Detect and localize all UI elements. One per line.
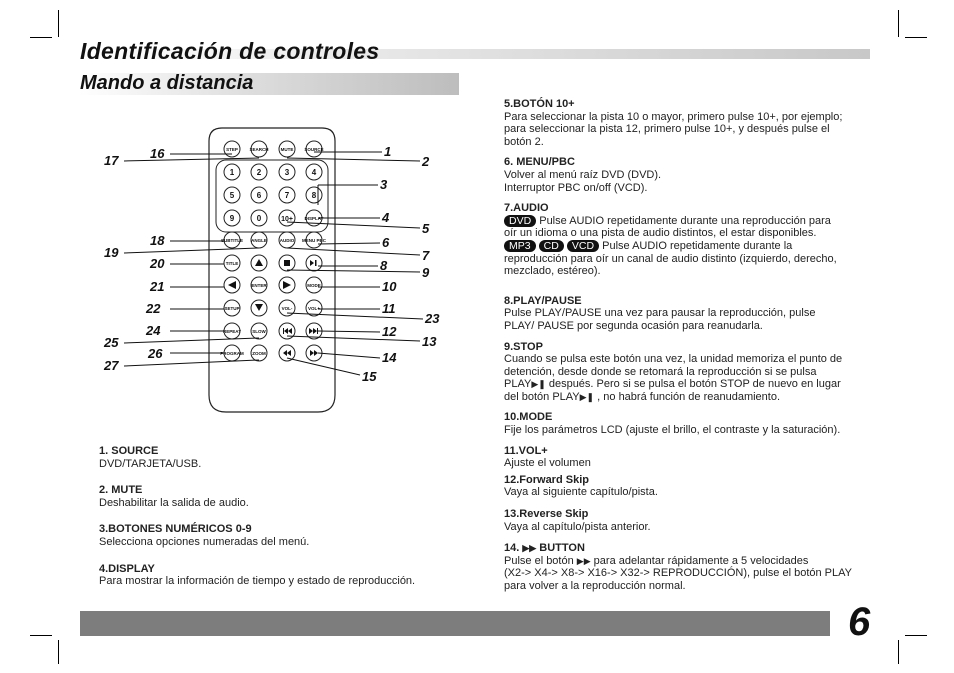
- crop-mark: [30, 635, 52, 636]
- play-pause-button: [306, 255, 322, 271]
- crop-mark: [898, 10, 899, 37]
- remote-control-diagram: [96, 120, 446, 420]
- callout-11: 11: [382, 301, 396, 316]
- right-button: [279, 277, 295, 293]
- svg-text:5: 5: [229, 191, 235, 200]
- svg-text:MODE: MODE: [307, 283, 321, 288]
- callout-9: 9: [422, 265, 430, 280]
- item-title: 9.STOP: [504, 340, 543, 353]
- callout-5: 5: [422, 221, 430, 236]
- item-title: 10.MODE: [504, 411, 553, 424]
- svg-text:6: 6: [256, 191, 262, 200]
- item-title: 8.PLAY/PAUSE: [504, 294, 582, 307]
- dvd-badge: DVD: [504, 215, 536, 227]
- fast-reverse-button: [279, 345, 295, 361]
- right-descriptions: 5.BOTÓN 10+ Para seleccionar la pista 10 o mayor, primero pulse 10+, por ejemplo; para seleccionar la pista 12, primero pulse 10+, y después pulse el botón 2. 6. MENU/PBC Volver al menú raíz DVD (DVD). Interruptor PBC on/off (VCD). 7.AUDIO DVD Pulse AUDIO repetidamente durante una reproducción para oír un idioma o una pista de audio distintos, el estar disponibles. MP3 CD VCD Pulse AUDIO repetidamente durante la reproducción para oír un canal de audio distinto (izquierdo, derecho, mezclado, estéreo). 8.PLAY/PAUSE Pulse PLAY/PAUSE una vez para pausar la reproducción, pulse PLAY/ PAUSE por segunda ocasión para reanudarla. 9.STOP Cuando se pulsa este botón una vez, la unidad memoriza el punto de detención, desde donde se retomará la reproducción si se pulsa PLAY▶❚ después. Pero si se pulsa el botón STOP de nuevo en lugar del botón PLAY▶❚ , no habrá función de reanudamiento. 10.MODE Fije los parámetros LCD (ajuste el brillo, el contraste y la saturación). 11.VOL+ Ajuste el volumen 12.Forward Skip Vaya al siguiente capítulo/pista. 13.Reverse Skip Vaya al capítulo/pista anterior. 14. ▶▶ BUTTON Pulse el botón ▶▶ para adelantar rápidamente a 5 velocidades (X2-> X4-> X8-> X16-> X32-> REPRODUCCIÓN), pulse el botón PLAY para volver a la reproducción normal.: [504, 98, 889, 593]
- svg-text:ZOOM: ZOOM: [252, 351, 266, 356]
- svg-text:STEP: STEP: [226, 147, 238, 152]
- callout-26: 26: [148, 346, 163, 361]
- crop-mark: [58, 10, 59, 37]
- callout-23: 23: [425, 311, 440, 326]
- angle-button: [251, 232, 267, 248]
- svg-text:1: 1: [229, 168, 235, 177]
- page-number: 6: [848, 600, 871, 644]
- callout-10: 10: [382, 279, 397, 294]
- number-button-9: [224, 210, 240, 226]
- up-button: [251, 255, 267, 271]
- vcd-badge: VCD: [567, 240, 599, 252]
- audio-button: [279, 232, 295, 248]
- step-button: [224, 141, 240, 157]
- mute-button: [279, 141, 295, 157]
- callout-2: 2: [422, 154, 430, 169]
- svg-text:ENTER: ENTER: [251, 283, 267, 288]
- callout-17: 17: [104, 153, 119, 168]
- svg-text:2: 2: [256, 168, 262, 177]
- callout-8: 8: [380, 258, 388, 273]
- enter-button: [251, 277, 267, 293]
- svg-text:PROGRAM: PROGRAM: [220, 351, 244, 356]
- left-button: [224, 277, 240, 293]
- callout-15: 15: [362, 369, 377, 384]
- item-title: 12.Forward Skip: [504, 473, 589, 486]
- svg-text:VOL+: VOL+: [308, 306, 320, 311]
- slow-button: [251, 323, 267, 339]
- play-pause-icon: ▶❚: [579, 391, 595, 402]
- mp3-badge: MP3: [504, 240, 536, 252]
- callout-20: 20: [150, 256, 165, 271]
- svg-text:7: 7: [284, 191, 290, 200]
- svg-text:9: 9: [229, 214, 235, 223]
- callout-19: 19: [104, 245, 119, 260]
- crop-mark: [898, 640, 899, 664]
- ten-plus-button: [279, 210, 295, 226]
- svg-text:SOURCE: SOURCE: [304, 147, 324, 152]
- number-button-6: [251, 187, 267, 203]
- svg-text:0: 0: [256, 214, 262, 223]
- fast-forward-icon: ▶▶: [576, 555, 591, 566]
- number-button-2: [251, 164, 267, 180]
- page-title: Identificación de controles: [80, 38, 380, 64]
- item-text: Deshabilitar la salida de audio.: [99, 496, 249, 509]
- callout-27: 27: [104, 358, 119, 373]
- svg-text:4: 4: [311, 168, 317, 177]
- callout-12: 12: [382, 324, 397, 339]
- crop-mark: [905, 37, 927, 38]
- callout-18: 18: [150, 233, 165, 248]
- setup-button: [224, 300, 240, 316]
- item-title: 6. MENU/PBC: [504, 156, 575, 169]
- callout-14: 14: [382, 350, 397, 365]
- svg-text:DISPLAY: DISPLAY: [304, 216, 324, 221]
- item-title: 4.DISPLAY: [99, 562, 155, 575]
- title-button: [224, 255, 240, 271]
- section-subtitle: Mando a distancia: [80, 72, 254, 94]
- cd-badge: CD: [539, 240, 564, 252]
- number-button-7: [279, 187, 295, 203]
- callout-1: 1: [384, 144, 392, 159]
- svg-text:3: 3: [284, 168, 290, 177]
- number-button-4: [306, 164, 322, 180]
- down-button: [251, 300, 267, 316]
- number-button-3: [279, 164, 295, 180]
- svg-text:ANGLE: ANGLE: [251, 238, 267, 243]
- number-button-0: [251, 210, 267, 226]
- item-title: 13.Reverse Skip: [504, 508, 589, 521]
- play-pause-icon: ▶❚: [531, 379, 546, 390]
- crop-mark: [905, 635, 927, 636]
- callout-21: 21: [150, 279, 165, 294]
- callout-16: 16: [150, 146, 165, 161]
- callout-22: 22: [146, 301, 161, 316]
- item-text: DVD/TARJETA/USB.: [99, 457, 202, 470]
- callout-4: 4: [382, 210, 390, 225]
- svg-text:SUBTITLE: SUBTITLE: [221, 238, 243, 243]
- callout-6: 6: [382, 235, 390, 250]
- item-title: 1. SOURCE: [99, 445, 159, 457]
- svg-text:VOL-: VOL-: [281, 306, 293, 311]
- svg-text:TITLE: TITLE: [225, 261, 239, 266]
- item-title: 5.BOTÓN 10+: [504, 98, 575, 110]
- mode-button: [306, 277, 322, 293]
- callout-25: 25: [104, 335, 119, 350]
- callout-24: 24: [146, 323, 161, 338]
- svg-text:AUDIO: AUDIO: [279, 238, 295, 243]
- number-button-5: [224, 187, 240, 203]
- svg-text:8: 8: [311, 191, 317, 200]
- zoom-button: [251, 345, 267, 361]
- fast-forward-icon: ▶▶: [522, 543, 537, 554]
- crop-mark: [30, 37, 52, 38]
- svg-text:MENU PBC: MENU PBC: [301, 238, 327, 243]
- callout-3: 3: [380, 177, 388, 192]
- item-title: 11.VOL+: [504, 444, 548, 457]
- svg-text:SETUP: SETUP: [224, 306, 240, 311]
- callout-13: 13: [422, 334, 437, 349]
- item-title: 3.BOTONES NUMÉRICOS 0-9: [99, 523, 252, 536]
- number-button-1: [224, 164, 240, 180]
- item-text: Para mostrar la información de tiempo y estado de reproducción.: [99, 575, 416, 588]
- left-descriptions: [99, 445, 479, 588]
- item-title: 2. MUTE: [99, 484, 143, 497]
- crop-mark: [58, 640, 59, 664]
- svg-text:REPEAT: REPEAT: [223, 329, 241, 334]
- callout-7: 7: [422, 248, 430, 263]
- svg-text:MUTE: MUTE: [280, 147, 294, 152]
- stop-button: [279, 255, 295, 271]
- number-button-8: [306, 187, 322, 203]
- item-text: Selecciona opciones numeradas del menú.: [99, 535, 310, 548]
- item-title: 7.AUDIO: [504, 202, 549, 215]
- svg-text:10+: 10+: [281, 216, 293, 223]
- svg-text:SEARCH: SEARCH: [249, 147, 269, 152]
- footer-bar: [80, 611, 830, 636]
- svg-text:SLOW: SLOW: [252, 329, 266, 334]
